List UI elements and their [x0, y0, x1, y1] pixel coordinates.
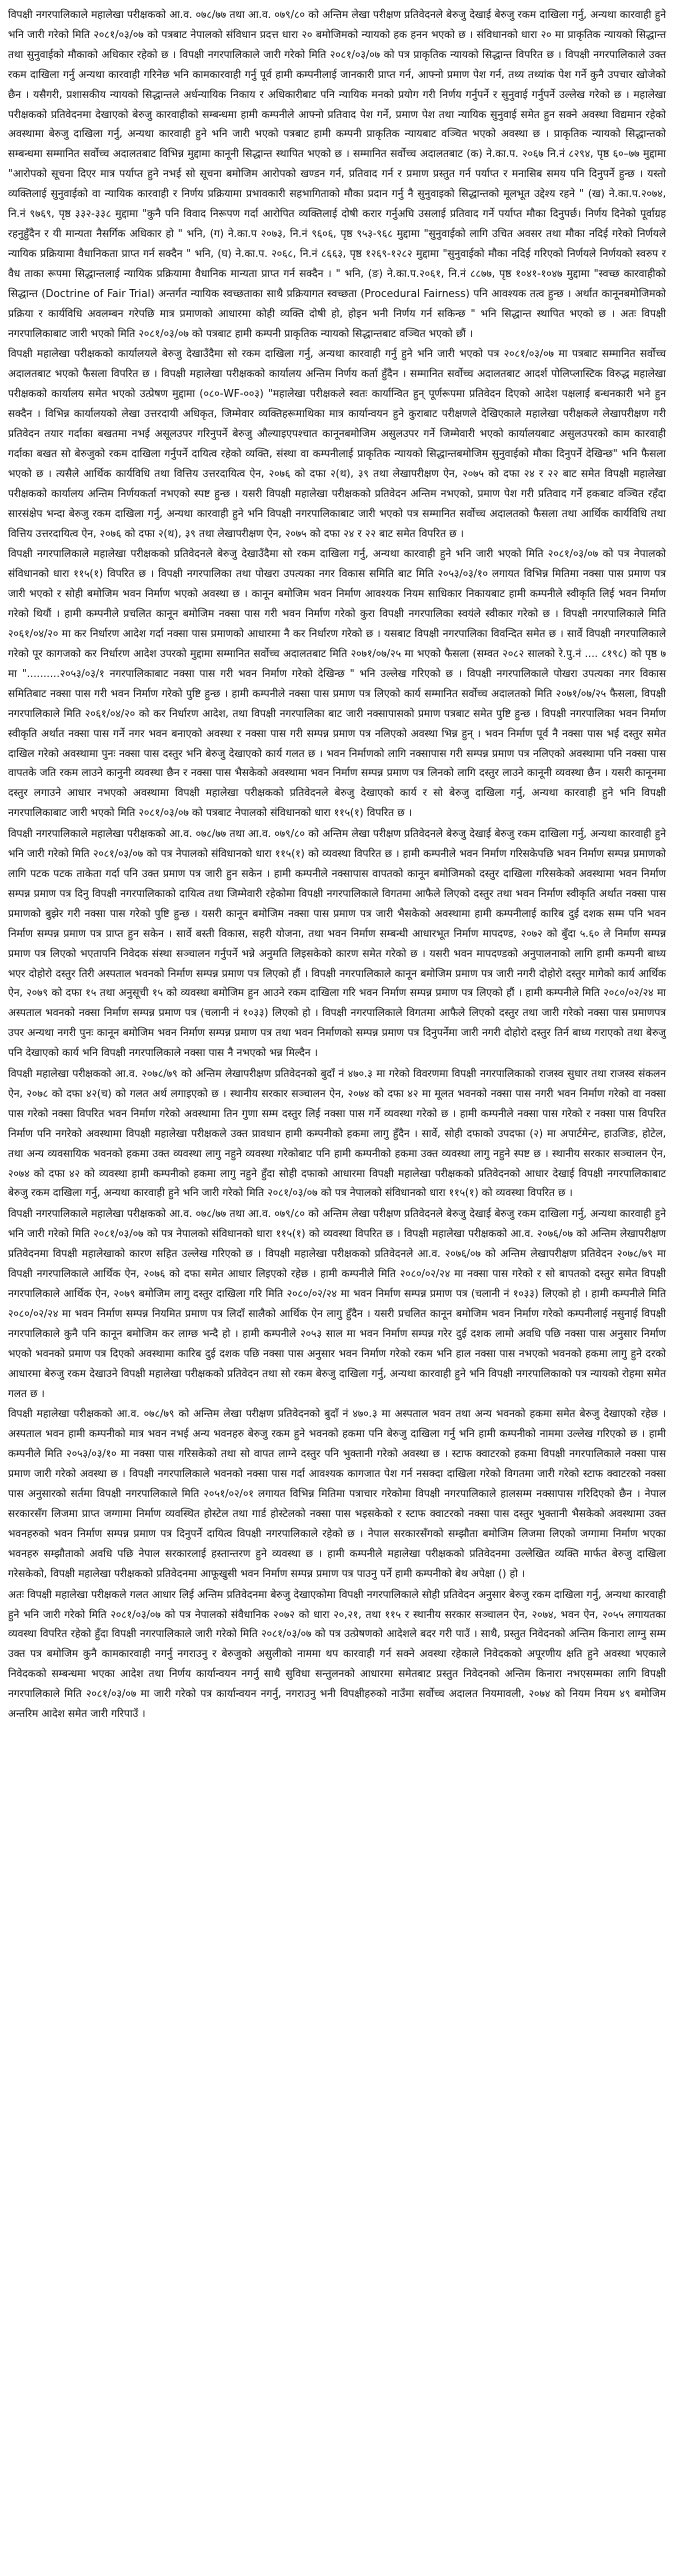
paragraph-hospital-building: विपक्षी महालेखा परीक्षकको आ.व. ०७८/७९ को अन्तिम लेखा परीक्षण प्रतिवेदनको बुदाँ नं ४७०.३ मा अस्पताल भवन तथा अन्य भवनको हकमा समेत बेरुजु देखाएको रहेछ । अस्पताल भवन हामी कम्पनीको मात्र भवन नभई अन्य भवनहरु बेरुजु रकम हुने भवनको हकमा पनि बेरुजु दाखिला गर्नु भनि हामी कम्पनीको नाममा उल्लेख गरिएको छ । हामी कम्पनीले मिति २०५३/०३/१० मा नक्सा पास गरिसकेको तथा सो वापत लाग्ने दस्तुर पनि भुक्तानी गरेको अवस्था छ । स्टाफ क्वाटरको हकमा विपक्षी नगरपालिकाले नक्सा पास प्रमाण जारी गरेको अवस्था छ । विपक्षी नगरपालिकाले भवनको नक्सा पास गर्दा आवश्यक कागजात पेश गर्न नसक्दा दाखिला गरेको विगतमा जारी गरेको स्टाफ क्वाटरको नक्सा पास अनुसारको सर्तमा विपक्षी नगरपालिकाले मिति २०५१/०२/०१ लगायत विभिन्न मितिमा पत्राचार गरेकोमा विपक्षी नगरपालिकाले हालसम्म नक्सापास गरिदिएको छैन । नेपाल सरकारसँग लिजमा प्राप्त जग्गामा निर्माण व्यवस्थित होस्टेल तथा गार्ड होस्टेलको नक्सा पास भइसकेको र स्टाफ क्वाटरको नक्सा पास दस्तुर भुक्तानी भैसकेको अवस्थामा उक्त भवनहरुको भवन निर्माण सम्पन्न प्रमाण पत्र दिनुपर्ने दायित्व विपक्षी नगरपालिकाले रहेको छ । नेपाल सरकारसँगको सम्झौता बमोजिम लिजमा लिएको जग्गामा निर्माण भएका भवनहरु सम्झौताको अवधि पछि नेपाल सरकारलाई हस्तान्तरण हुने व्यवस्था छ । हामी कम्पनीले महालेखा परीक्षकको प्रतिवेदनमा उल्लेखित व्यक्ति मार्फत बेरुजु दाखिला गरेसकेको, विपक्षी महालेखा परीक्षकको प्रतिवेदनमा आफूखुसी भवन निर्माण सम्पन्न प्रमाण पत्र पाउनु पर्ने हामी कम्पनीको बेथ अपेक्षा () हो ।	[8, 1408, 666, 1580]
paragraph-local-government-act: विपक्षी महालेखा परीक्षकको आ.व. २०७८/७९ को अन्तिम लेखापरीक्षण प्रतिवेदनको बुदाँ नं ४७०.३ मा गरेको विवरणमा विपक्षी नगरपालिकाको राजस्व सुधार तथा राजस्व संकलन ऐन, २०७८ को दफा ४२(च) को गलत अर्थ लगाइएको छ । स्थानीय सरकार सञ्चालन ऐन, २०७४ को दफा ४२ मा मूलत भवनको नक्सा पास नगरी भवन निर्माण गरेको वा नक्सा पास गरेको नक्सा विपरित भवन निर्माण गरेको अवस्थामा तिन गुणा सम्म दस्तुर लिई नक्सा पास गर्ने व्यवस्था गरेको छ । हामी कम्पनीले नक्सा पास गरेको र नक्सा पास विपरित निर्माण पनि नगरेको अवस्थामा विपक्षी महालेखा परीक्षकले उक्त प्रावधान हामी कम्पनीको हकमा लागु हुँदैन । सार्वे, सोही दफाको उपदफा (२) मा अपार्टमेन्ट, हाउजिङ, होटेल, तथा अन्य व्यवसायिक भवनको हकमा उक्त व्यवस्था लागु नहुने व्यवस्था गरेकोबाट पनि हामी कम्पनीको हकमा उक्त व्यवस्था लागु नहुने स्पष्ट छ । स्थानीय सरकार सञ्चालन ऐन, २०७४ को दफा ४२ को व्यवस्था हामी कम्पनीको हकमा लागु नहुने हुँदा सोही दफाको आधारमा विपक्षी महालेखा परीक्षकको प्रतिवेदनको आधार देखाई विपक्षी नगरपालिकाबाट बेरुजु रकम दाखिला गर्नु, अन्यथा कारवाही हुने भनि जारी गरेको मिति २०८१/०३/०७ को पत्र नेपालको संविधानको धारा ११५(१) को व्यवस्था विपरित छ ।	[8, 1068, 666, 1200]
paragraph-natural-justice: विपक्षी नगरपालिकाले महालेखा परीक्षकको आ.व. ०७८/७७ तथा आ.व. ०७९/८० को अन्तिम लेखा परीक्षण प्रतिवेदनले बेरुजु देखाई बेरुजु रकम दाखिला गर्नु, अन्यथा कारवाही हुने भनि जारी गरेको मिति २०८१/०३/०७ को पत्रबाट नेपालको संविधान प्रदत्त धारा २० बमोजिमको न्यायको हक हनन भएको छ । संविधानको धारा २० मा प्राकृतिक न्यायको सिद्धान्त तथा सुनुवाईको मौकाको अधिकार रहेको छ । विपक्षी नगरपालिकाले जारी गरेको मिति २०८१/०३/०७ को पत्र प्राकृतिक न्यायको सिद्धान्त विपरित छ । विपक्षी नगरपालिकाले उक्त रकम दाखिला गर्नु अन्यथा कारवाही गरिनेछ भनि कामकारवाही गर्नु पूर्व हामी कम्पनीलाई जानकारी प्राप्त गर्न, आफ्नो प्रमाण पेश गर्न, तथ्य तथ्यांक पेश गर्ने कुनै उपचार खोजेको छैन । यसैगरी, प्रशासकीय न्यायको सिद्धान्तले अर्धन्यायिक निकाय र अधिकारीबाट पनि न्यायिक मनको प्रयोग गरी निर्णय गर्नुपर्ने र सुनुवाई गर्नुपर्ने उल्लेख गरेको छ । महालेखा परीक्षकको प्रतिवेदनमा देखाएको बेरुजु कारवाहीको सम्बन्धमा हामी कम्पनीले आफ्नो प्रतिवाद पेश गर्ने, प्रमाण पेश तथा न्यायिक सुनुवाई समेत हुन सक्ने अवस्था विद्यमान रहेको अवस्थामा बेरुजु दाखिला गर्नु, अन्यथा कारवाही हुने भनि जारी भएको पत्रबाट हामी कम्पनी प्राकृतिक न्यायबाट वञ्चित भएको अवस्था छ । प्राकृतिक न्यायको सिद्धान्तको सम्बन्धमा सम्मानित सर्वोच्च अदालतबाट विभिन्न मुद्दामा कानूनी सिद्धान्त स्थापित भएको छ । सम्मानित सर्वोच्च अदालतबाट (क) ने.का.प. २०६७ नि.नं ८२९४, पृष्ठ ६०–७७ मुद्दामा "आरोपको सूचना दिएर मात्र पर्याप्त हुने नभई सो सूचना बमोजिम आरोपको खण्डन गर्न, प्रतिवाद गर्न र प्रमाण प्रस्तुत गर्न पर्याप्त र मनासिब समय पनि दिनुपर्ने हुन्छ । यस्तो व्यक्तिलाई सुनुवाईको वा न्यायिक कारवाही र निर्णय प्रक्रियामा प्रभावकारी सहभागिताको मौका प्रदान गर्नु नै सुनुवाइको सिद्धान्तको मूलभूत उद्देश्य रहने " (ख) ने.का.प.२०७४, नि.नं ९७६९, पृष्ठ ३३२-३३८ मुद्दामा "कुनै पनि विवाद निरूपण गर्दा आरोपित व्यक्तिलाई दोषी करार गर्नुअघि उसलाई प्रतिवाद गर्ने पर्याप्त मौका दिनुपर्छ। निर्णय दिनेको पूर्वाग्रह रहनुहुँदैन र यी मान्यता नैसर्गिक अधिकार हो " भनि, (ग) ने.का.प २०७३, नि.नं ९६०६, पृष्ठ ९५३-९६८ मुद्दामा "सुनुवाईको लागि उचित अवसर तथा मौका नदिई गरेको निर्णयले न्यायिक प्रक्रियामा वैधानिकता प्राप्त गर्न सक्दैन " भनि, (घ) ने.का.प. २०६८, नि.नं ८६६३, पृष्ठ १२६९-१२८२ मुद्दामा "सुनुवाईको मौका नदिई गरिएको निर्णयले निर्णयको स्वरुप र वैध ताका रूपमा सिद्धान्तलाई न्यायिक प्रक्रियामा वैधानिक मान्यता प्राप्त गर्न सक्दैन । " भनि, (ङ) ने.का.प.२०६१, नि.नं ८८७७, पृष्ठ १०४१-१०४७ मुद्दामा "स्वच्छ कारवाहीको सिद्धान्त (Doctrine of Fair Trial) अन्तर्गत न्यायिक स्वच्छताका साथै प्रक्रियागत स्वच्छता (Procedural Fairness) पनि आवश्यक तत्व हुन्छ । अर्थात कानूनबमोजिमको प्रक्रिया र कार्यविधि अवलम्बन गरेपछि मात्र प्रमाणको आधारमा कोही व्यक्ति दोषी हो, होइन भनी निर्णय गर्न सकिन्छ " भनि सिद्धान्त स्थापित भएको छ । अतः विपक्षी नगरपालिकाबाट जारी भएको मिति २०८१/०३/०७ को पत्रबाट हामी कम्पनी प्राकृतिक न्यायको सिद्धान्तबाट वञ्चित भएको छौं ।	[8, 9, 666, 340]
paragraph-auditor-not-final: विपक्षी महालेखा परीक्षकको कार्यालयले बेरुजु देखाउँदैमा सो रकम दाखिला गर्नु, अन्यथा कारवाही गर्नु हुने भनि जारी भएको पत्र २०८१/०३/०७ मा पत्रबाट सम्मानित सर्वोच्च अदालतबाट भएको फैसला विपरित छ । विपक्षी महालेखा परीक्षकको कार्यालय अन्तिम निर्णय कर्ता हुँदैन । सम्मानित सर्वोच्च अदालतबाट आदर्श पोलिप्लास्टिक विरुद्ध महालेखा परीक्षकको कार्यालय समेत भएको उत्प्रेषण मुद्दामा (०८०-WF-००३) "महालेखा परीक्षकले स्वतः कार्यान्वित हुन् पूर्णरूपमा प्रतिवेदन दिएको आदेश पक्षलाई बन्धनकारी भने हुन सक्दैन । विभिन्न कार्यालयको लेखा उत्तरदायी अधिकृत, जिम्मेवार व्यक्तिहरूमाथिका मात्र कार्यान्वयन हुने कुराबाट परीक्षणले देखिएकाले महालेखा परीक्षकले लेखापरीक्षण गरी प्रतिवेदन तयार गर्दाका बखतमा नभई असूलउपर गरिनुपर्ने बेरुजु औल्याइएपश्चात कानूनबमोजिम असुलउपर गर्ने जिम्मेवारी भएको कार्यालयबाट असुलउपरको काम कारवाही गर्दाका बखत सो बेरुजुको रकम दाखिला गर्नुपर्ने दायित्व रहेको व्यक्ति, संस्था वा कम्पनीलाई प्राकृतिक न्यायको सिद्धान्तबमोजिम सुनुवाईको मौका दिनुपर्ने देखिन्छ" भनि फैसला भएको छ । त्यसैले आर्थिक कार्यविधि तथा वित्तिय उत्तरदायित्व ऐन, २०७६ को दफा २(थ), ३९ तथा लेखापरीक्षण ऐन, २०७५ को दफा २४ र २२ बाट समेत विपक्षी महालेखा परीक्षकको कार्यालय अन्तिम निर्णयकर्ता नभएको स्पष्ट हुन्छ । यसरी विपक्षी महालेखा परीक्षकको प्रतिवेदन अन्तिम नभएको, प्रमाण पेश गरी प्रतिवाद गर्ने हकबाट वञ्चित रहँदा सारसंक्षेप भन्दा बेरुजु रकम दाखिला गर्नु, अन्यथा कारवाही हुने भनि विपक्षी नगरपालिकाबाट जारी भएको पत्र सम्मानित सर्वोच्च अदालतको फैसला तथा आर्थिक कार्यविधि तथा वित्तिय उत्तरदायित्व ऐन, २०७६ को दफा २(थ), ३९ तथा लेखापरीक्षण ऐन, २०७५ को दफा २४ र २२ बाट समेत विपरित छ ।	[8, 348, 666, 540]
paragraph-prayer: अतः विपक्षी महालेखा परीक्षकले गलत आधार लिई अन्तिम प्रतिवेदनमा बेरुजु देखाएकोमा विपक्षी नगरपालिकाले सोही प्रतिवेदन अनुसार बेरुजु रकम दाखिला गर्नु, अन्यथा कारवाही हुने भनि जारी गरेको मिति २०८१/०३/०७ को पत्र नेपालको संवैधानिक २०७२ को धारा २०,२१, तथा ११५ र स्थानीय सरकार सञ्चालन ऐन, २०७४, भवन ऐन, २०५५ लगायतका व्यवस्था विपरित रहेको हुँदा विपक्षी नगरपालिकाले जारी गरेको मिति २०८१/०३/०७ को पत्र उत्प्रेषणको आदेशले बदर गरी पाउँ । साथै, प्रस्तुत निवेदनको अन्तिम किनारा लाग्नु सम्म उक्त पत्र बमोजिम कुनै कामकारवाही नगर्नु नगराउनु र बेरुजुको असुलीको नाममा थप कारवाही गर्न सक्ने अवस्था रहेकाले निवेदकको अपूरणीय क्षति हुने अवस्था भएकाले निवेदकको सम्बन्धमा भएका आदेश तथा निर्णय कार्यान्वयन नगर्नु साथै सुविधा सन्तुलनको आधारमा समेतबाट प्रस्तुत निवेदनको अन्तिम किनारा नभएसम्मका लागि विपक्षी नगरपालिकाले मिति २०८१/०३/०७ मा जारी गरेको पत्र कार्यान्वयन नगर्नु, नगराउनु भनी विपक्षीहरुको नाउँमा सर्वोच्च अदालत नियमावली, २०७४ को नियम नियम ४९ बमोजिम अन्तरिम आदेश समेत जारी गरिपाउँ ।	[8, 1588, 666, 1721]
paragraph-completion-certificate: विपक्षी नगरपालिकाले महालेखा परीक्षकको आ.व. ०७८/७७ तथा आ.व. ०७९/८० को अन्तिम लेखा परीक्षण प्रतिवेदनले बेरुजु देखाई बेरुजु रकम दाखिला गर्नु, अन्यथा कारवाही हुने भनि जारी गरेको मिति २०८१/०३/०७ को पत्र नेपालको संविधानको धारा ११५(१) को व्यवस्था विपरित छ । हामी कम्पनीले भवन निर्माण गरिसकेपछि भवन निर्माण सम्पन्न प्रमाणको लागि पटक पटक ताकेता गर्दा पनि उक्त प्रमाण पत्र जारी हुन सकेन । हामी कम्पनीले नक्सापास वापतको कानून बमोजिमको दस्तुर दाखिला गरिसकेको अवस्थामा भवन निर्माण सम्पन्न प्रमाण पत्र दिनु विपक्षी नगरपालिकाको दायित्व तथा जिम्मेवारी रहेकोमा विपक्षी नगरपालिकाले विगतमा आफैले लिएको दस्तुर तथा भवन निर्माण स्वीकृति अर्थात नक्सा पास प्रमाणको बुझेर गरी नक्सा पास गरेको पुष्टि हुन्छ । यसरी कानून बमोजिम नक्सा पास प्रमाण पत्र जारी भैसकेको अवस्थामा हामी कम्पनीलाई कारिब दुई दशक सम्म पनि भवन निर्माण सम्पन्न प्रमाण पत्र प्राप्त हुन सकेन । सार्वे बस्ती विकास, सहरी योजना, तथा भवन निर्माण सम्बन्धी आधारभूत निर्माण मापदण्ड, २०७२ को बुँदा ५.६० ले निर्माण सम्पन्न प्रमाण पत्र लिएको भएतापनि निवेदक संस्था सञ्चालन गर्नुपर्ने भन्ने अनुमति लिइसकेको कारण समेत गरेको छ । यसरी भवन मापदण्डको अनुपालनाको लागि हामी कम्पनी बाध्य भएर दोहोरो दस्तुर तिरी अस्पताल भवनको निर्माण सम्पन्न प्रमाण पत्र लिएको हौं । विपक्षी नगरपालिकाले कानून बमोजिम प्रमाण पत्र जारी नगरी दोहोरो दस्तुर मागेको कार्य आर्थिक ऐन, २०७९ को दफा १५ तथा अनुसूची १५ को व्यवस्था बमोजिम हुन आउने रकम दाखिला गरि भवन निर्माण सम्पन्न प्रमाण पत्र लिएको हौं । हामी कम्पनीले मिति २०८०/०२/२४ मा अस्पताल भवनको नक्सा निर्माण सम्पन्न प्रमाण पत्र (चलानी नं १०३३) लिएको हो । विपक्षी नगरपालिकाले विगतमा आफैले लिएको दस्तुर तथा जारी गरेको नक्सा पास प्रमाणपत्र उपर अन्यथा नगरी पुनः कानून बमोजिम भवन निर्माण सम्पन्न प्रमाण पत्र तथा भवन निर्माणको सम्पन्न प्रमाण पत्र दिनुपर्नेमा जारी नगरी दोहोरो दस्तुर तिर्न बाध्य गराएको तथा बेरुजु पनि देखाएको कार्य भनि विपक्षी नगरपालिकाले नक्सा पास नै नभएको भन्न मिल्दैन ।	[8, 828, 666, 1060]
paragraph-map-approval: विपक्षी नगरपालिकाले महालेखा परीक्षकको प्रतिवेदनले बेरुजु देखाउँदैमा सो रकम दाखिला गर्नु, अन्यथा कारवाही हुने भनि जारी भएको मिति २०८१/०३/०७ को पत्र नेपालको संविधानको धारा ११५(१) विपरित छ । विपक्षी नगरपालिका तथा पोखरा उपत्यका नगर विकास समिति बाट मिति २०५३/०३/१० लगायत विभिन्न मितिमा नक्सा पास प्रमाण पत्र जारी भएको र सोही बमोजिम भवन निर्माण भएको अवस्था छ । कानून बमोजिम भवन निर्माण आवश्यक नियम साधिकार निकायबाट हामी कम्पनीले स्वीकृति लिई भवन निर्माण गरेको थियौं । हामी कम्पनीले प्रचलित कानून बमोजिम नक्सा पास गरी भवन निर्माण गरेको कुरा विपक्षी नगरपालिका स्वयंले स्वीकार गरेको छ । विपक्षी नगरपालिकाले मिति २०६१/०४/२० मा कर निर्धारण आदेश गर्दा नक्सा पास प्रमाणको आधारमा नै कर निर्धारण गरेको छ । यसबाट विपक्षी नगरपालिका विवन्दित समेत छ । सार्वे विपक्षी नगरपालिकाले गरेको पूर कागजको कर निर्धारण आदेश उपरको मुद्दामा सम्मानित सर्वोच्च अदालतबाट मिति २०७१/०७/२५ मा भएको फैसला (सम्वत २०८२ सालको रे.पु.नं .... ८१९८) को पृष्ठ ७ मा "..........२०५३/०३/१ नगरपालिकाबाट नक्सा पास गरी भवन निर्माण गरेको देखिन्छ " भनि उल्लेख गरिएको छ । विपक्षी नगरपालिकाले पोखरा उपत्यका नगर विकास समितिबाट नक्सा पास गरी भवन निर्माण गरेको पुष्टि हुन्छ । हामी कम्पनीले नक्सा पास प्रमाण पत्र लिएको कार्य सम्मानित सर्वोच्च अदालतको मिति २०७१/०७/२५ फैसला, विपक्षी नगरपालिकाले मिति २०६१/०४/२० को कर निर्धारण आदेश, तथा विपक्षी नगरपालिका बाट जारी नक्सापासको प्रमाण पत्रबाट समेत पुष्टि हुन्छ । विपक्षी नगरपालिका भवन निर्माण स्वीकृति अर्थात नक्सा पास गर्ने नगर भवन बनाएको अवस्था र नक्सा पास गरी सम्पन्न प्रमाण पत्र नलिएको अवस्था भिन्न हुन् । भवन निर्माण पूर्व नै नक्सा पास भई दस्तुर समेत दाखिल गरेको अवस्थामा पुनः नक्सा पास दस्तुर भनि बेरुजु देखाएको कार्य गलत छ । भवन निर्माणको लागि नक्सापास गरी सम्पन्न प्रमाण पत्र नलिएको अवस्थामा पनि नक्सा पास वापतके जति रकम लाउने कानुनी व्यवस्था छैन र नक्सा पास भैसकेको अवस्थामा भवन निर्माण सम्पन्न प्रमाण पत्र लिनको लागि दस्तुर लाउने कानूनी व्यवस्था छैन । यसरी कानूनमा दस्तुर लगाउने आधार नभएको अवस्थामा विपक्षी महालेखा परीक्षकको प्रतिवेदनले बेरुजु देखाएको कार्य र सो बेरुजु दाखिला गर्नु, अन्यथा कारवाही हुने भनि विपक्षी नगरपालिकाबाट जारी भएको मिति २०८१/०३/०७ को पत्रबाट नेपालको संविधानको धारा ११५(१) विपरित छ ।	[8, 548, 666, 820]
paragraph-finance-act: विपक्षी नगरपालिकाले महालेखा परीक्षकको आ.व. ०७८/७७ तथा आ.व. ०७९/८० को अन्तिम लेखा परीक्षण प्रतिवेदनले बेरुजु देखाई बेरुजु रकम दाखिला गर्नु, अन्यथा कारवाही हुने भनि जारी गरेको मिति २०८१/०३/०७ को पत्र नेपालको संविधानको धारा ११५(१) को व्यवस्था विपरित छ । विपक्षी महालेखा परीक्षकको आ.व. २०७६/०७ को अन्तिम लेखापरीक्षण प्रतिवेदनमा विपक्षी महालेखाको कारण सहित उल्लेख गरिएको छ । विपक्षी महालेखा परीक्षकको प्रतिवेदनले आ.व. २०७६/०७ को अन्तिम लेखापरीक्षण प्रतिवेदन २०७८/७९ मा विपक्षी नगरपालिकाले आर्थिक ऐन, २०७६ को दफा समेत आधार लिइएको रहेछ । हामी कम्पनीले मिति २०८०/०२/२४ मा नक्सा पास गरेको र सो बापतको दस्तुर समेत विपक्षी नगरपालिकाले आर्थिक ऐन, २०७९ बमोजिम लागु दस्तुर दाखिला गरि मिति २०८०/०२/२४ मा भवन निर्माण सम्पन्न प्रमाण पत्र (चलानी नं १०३३) लिएको हो । हामी कम्पनीले मिति २०८०/०२/२४ मा भवन निर्माण सम्पन्न नियमित प्रमाण पत्र लिदाँ सालैको आर्थिक ऐन लागु हुँदैन । यसरी प्रचलित कानून बमोजिम भवन निर्माण गरेको कम्पनीलाई नसुनाई विपक्षी नगरपालिकाले कुनै पनि कानून बमोजिम कर लाग्छ भन्दै हो । हामी कम्पनीले २०५३ साल मा भवन निर्माण सम्पन्न गरेर दुई दशक लामो अवधि पछि नक्सा पास अनुसार निर्माण भएको भवनको प्रमाण पत्र दिएको अवस्थामा कारिब दुई दशक पछि नक्सा पास अनुसार भवन निर्माण गरेको रकम भनि हाल नक्सा पास नभएको भवनको हकमा लागु हुने दरको आधारमा बेरुजु रकम देखाउने विपक्षी महालेखा परीक्षकको प्रतिवेदन तथा सो रकम बेरुजु दाखिला गर्नु, अन्यथा कारवाही हुने भनि विपक्षी नगरपालिकाको पत्र न्यायको रोहमा समेत गलत छ ।	[8, 1208, 666, 1400]
